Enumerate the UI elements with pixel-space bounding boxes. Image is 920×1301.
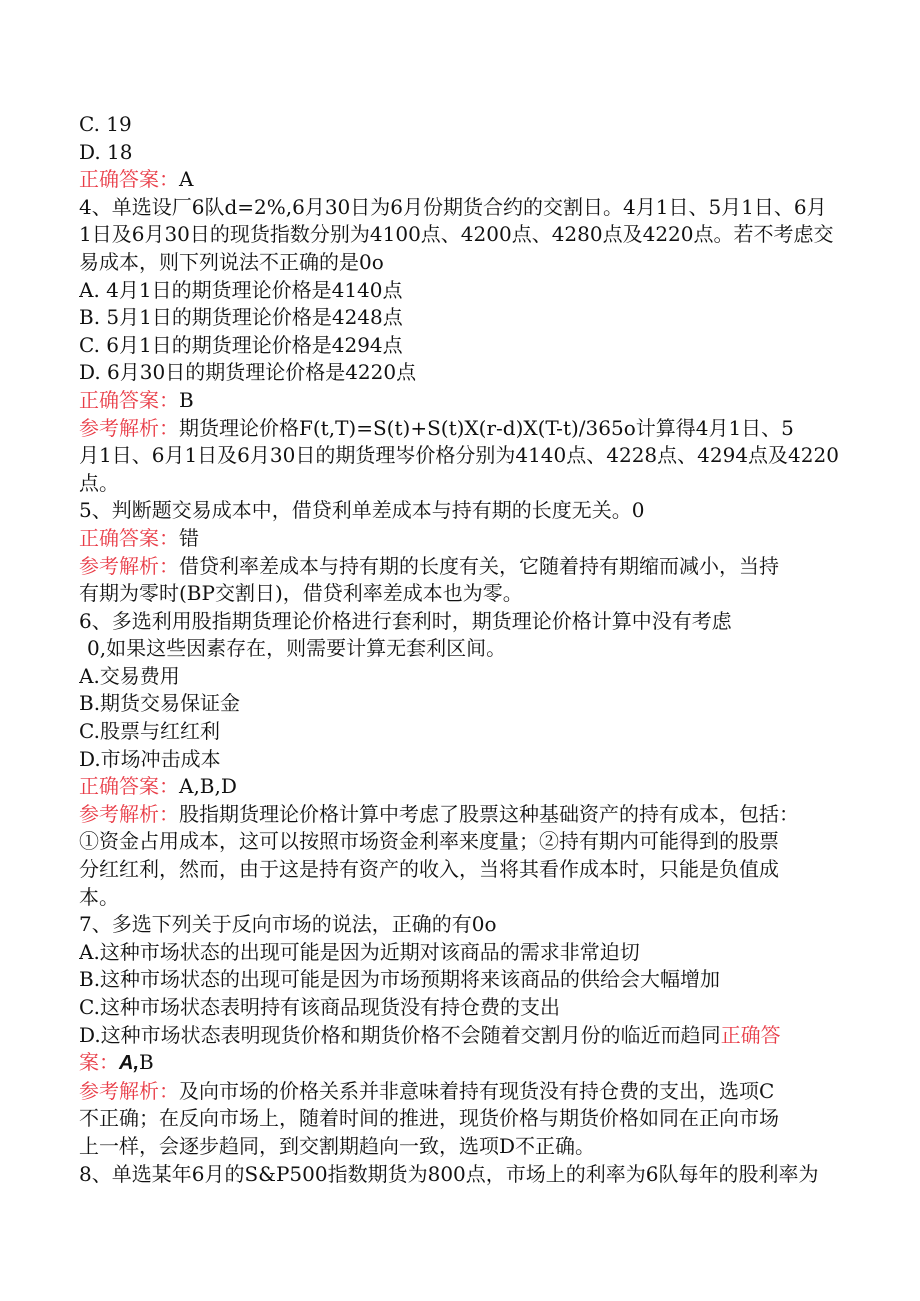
option-c: C. 6月1日的期货理论价格是4294点 xyxy=(79,332,403,357)
question-number: 4、 xyxy=(79,194,112,219)
question-stem-cont: 0,如果这些因素存在，则需要计算无套利区间。 xyxy=(87,636,507,661)
analysis-cont: 上一样，会逐步趋同，到交割期趋向一致，选项D不正确。 xyxy=(79,1133,596,1158)
answer-value: A,B,D xyxy=(179,774,237,799)
option-d: D.这种市场状态表明现货价格和期货价格不会随着交割月份的临近而趋同 xyxy=(79,1022,721,1047)
analysis-line: 参考解析：期货理论价格F(t,T)=S(t)+S(t)X(r-d)X(T-t)/365o计算得4月1日、5 xyxy=(79,415,794,440)
answer-line xyxy=(79,1049,851,1078)
option-c: C.这种市场状态表明持有该商品现货没有持仓费的支出 xyxy=(79,995,560,1019)
answer-value: B xyxy=(179,387,194,412)
answer-label: 正确答案： xyxy=(79,774,179,799)
document-body xyxy=(79,111,851,1188)
answer-line xyxy=(79,773,851,801)
question-number: 8、 xyxy=(79,1161,112,1186)
analysis-cont: 月1日、6月1日及6月30日的期货理岑价格分别为4140点、4228点、4294点及4220 xyxy=(79,443,839,468)
option-c: C. 19 xyxy=(79,112,132,136)
answer-value-italic: A, xyxy=(119,1052,139,1075)
answer-value: A xyxy=(179,167,194,192)
question-stem-cont: 易成本，则下列说法不正确的是0o xyxy=(79,249,384,274)
option-d: D. 6月30日的期货理论价格是4220点 xyxy=(79,360,417,385)
question-number: 5、 xyxy=(79,498,112,523)
analysis-label: 参考解析： xyxy=(79,415,179,440)
answer-label: 正确答案： xyxy=(79,525,179,550)
option-a: A.这种市场状态的出现可能是因为近期对该商品的需求非常迫切 xyxy=(79,939,640,964)
analysis-label: 参考解析： xyxy=(79,801,179,826)
analysis-label: 参考解析： xyxy=(79,1078,179,1103)
question-stem: 7、多选下列关于反向市场的说法，正确的有0o xyxy=(79,912,497,937)
question-number: 7、 xyxy=(79,912,112,937)
answer-line xyxy=(79,387,851,415)
option-b: B.这种市场状态的出现可能是因为市场预期将来该商品的供给会大幅增加 xyxy=(79,967,721,992)
question-number: 6、 xyxy=(79,608,112,633)
option-c: C.股票与红红利 xyxy=(79,719,220,744)
option-d-with-answer xyxy=(79,1022,851,1050)
analysis-line: 参考解析：及向市场的价格关系并非意味着持有现货没有持仓费的支出，选项C xyxy=(79,1078,775,1103)
answer-label: 正确答案： xyxy=(79,387,179,412)
question-stem: 6、多选利用股指期货理论价格进行套利时，期货理论价格计算中没有考虑 xyxy=(79,608,732,633)
option-b: B.期货交易保证金 xyxy=(79,691,241,716)
option-d: D. 18 xyxy=(79,139,133,164)
answer-label: 正确答案： xyxy=(79,167,179,192)
analysis-cont: 本。 xyxy=(79,884,119,909)
option-b: B. 5月1日的期货理论价格是4248点 xyxy=(79,305,403,330)
answer-line xyxy=(79,525,851,553)
option-d: D.市场冲击成本 xyxy=(79,746,221,771)
analysis-cont: 分红红利，然而，由于这是持有资产的收入，当将其看作成本时，只能是负值成 xyxy=(79,857,779,882)
option-a: A. 4月1日的期货理论价格是4140点 xyxy=(79,277,403,302)
option-a: A.交易费用 xyxy=(79,663,180,688)
question-stem: 5、判断题交易成本中，借贷利单差成本与持有期的长度无关。0 xyxy=(79,498,645,523)
analysis-cont: ①资金占用成本，这可以按照市场资金利率来度量；②持有期内可能得到的股票 xyxy=(79,829,779,854)
analysis-cont: 不正确；在反向市场上，随着时间的推进，现货价格与期货价格如同在正向市场 xyxy=(79,1106,779,1131)
answer-label-part1: 正确答 xyxy=(720,1022,781,1047)
question-stem: 8、单选某年6月的S&P500指数期货为800点，市场上的利率为6队每年的股利率为 xyxy=(79,1161,819,1186)
answer-value: B xyxy=(139,1050,154,1075)
analysis-cont: 点。 xyxy=(79,470,119,495)
question-stem: 4、单选设厂6队d=2%,6月30日为6月份期货合约的交割日。4月1日、5月1日、6月 xyxy=(79,194,827,219)
analysis-label: 参考解析： xyxy=(79,553,179,578)
answer-line xyxy=(79,166,851,194)
answer-value: 错 xyxy=(179,525,199,550)
analysis-line: 参考解析：借贷利率差成本与持有期的长度有关，它随着持有期缩而减小，当持 xyxy=(79,553,779,578)
question-stem-cont: 1日及6月30日的现货指数分别为4100点、4200点、4280点及4220点。若不考虑交 xyxy=(79,222,834,247)
answer-label-part2: 案： xyxy=(79,1050,119,1075)
analysis-cont: 有期为零时(BP交割日)，借贷利率差成本也为零。 xyxy=(79,581,523,606)
analysis-line: 参考解析：股指期货理论价格计算中考虑了股票这种基础资产的持有成本，包括： xyxy=(79,801,799,826)
